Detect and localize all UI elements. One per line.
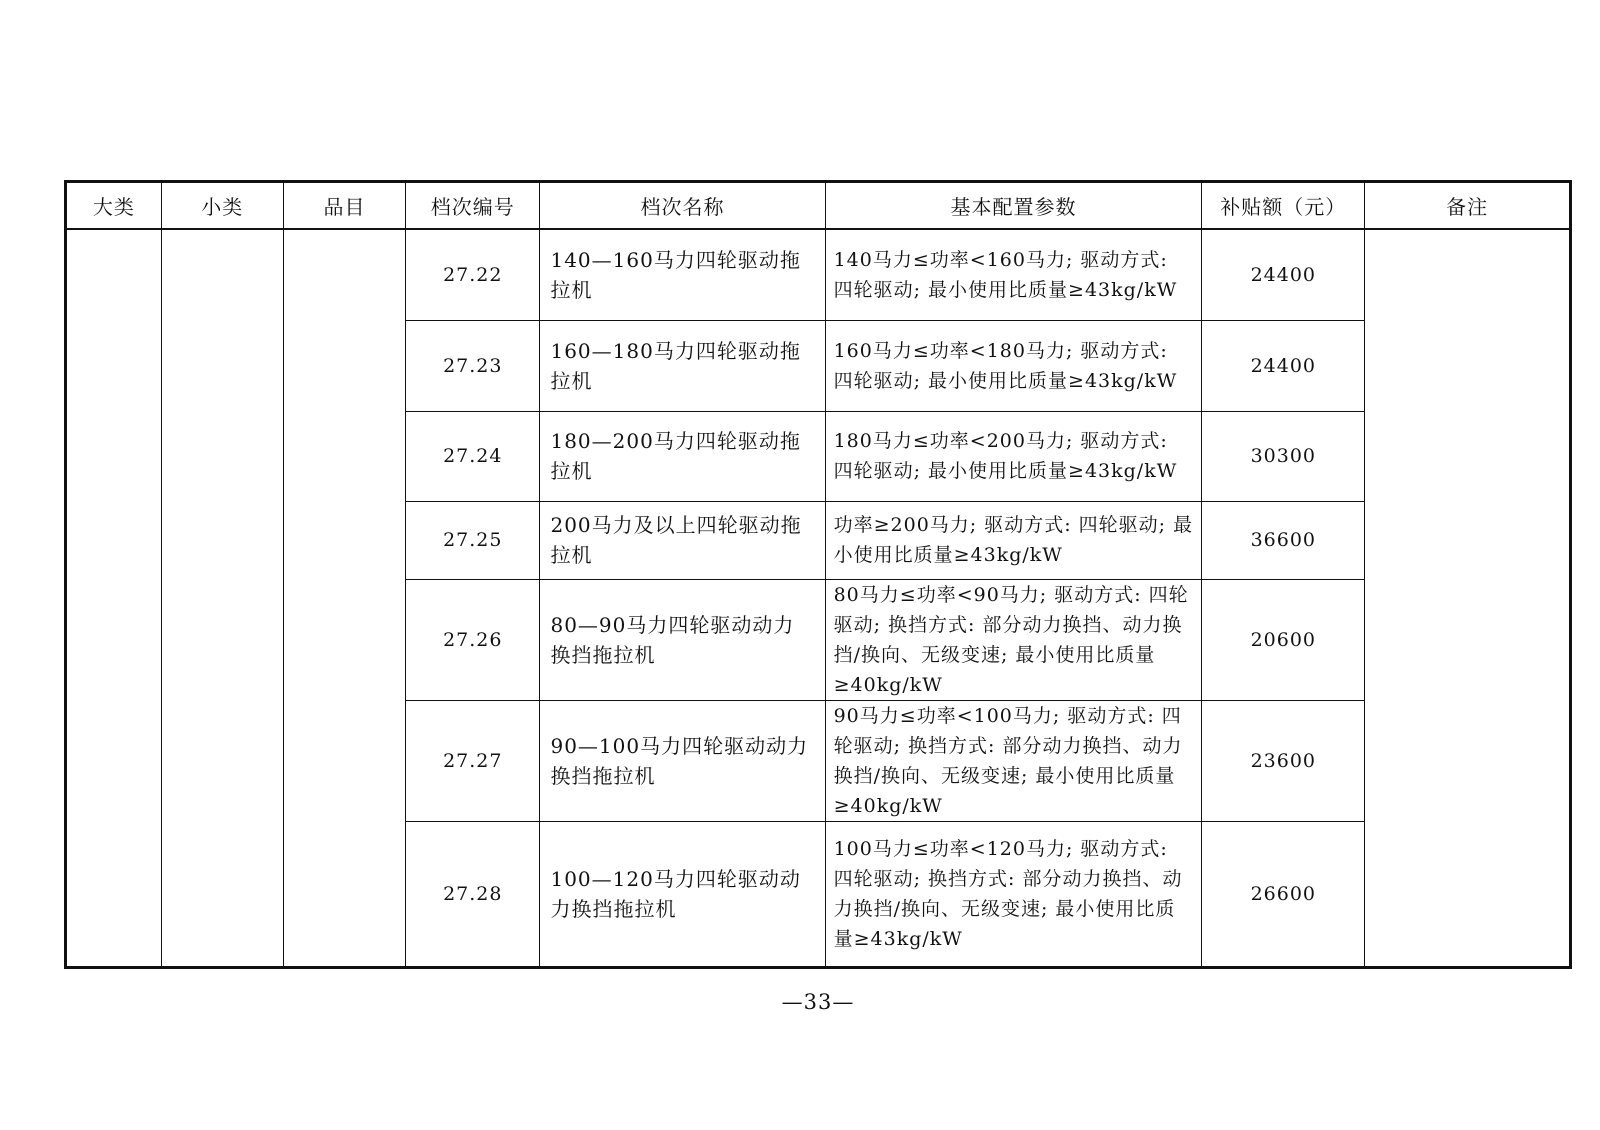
subsidy-amount: 36600 (1202, 501, 1365, 579)
subsidy-amount: 30300 (1202, 411, 1365, 501)
header-subcategory: 小类 (161, 182, 283, 230)
header-subsidy-amount: 补贴额（元） (1202, 182, 1365, 230)
subsidy-amount: 24400 (1202, 229, 1365, 320)
category-cell (66, 229, 162, 967)
config-params: 100马力≤功率<120马力; 驱动方式: 四轮驱动; 换挡方式: 部分动力换挡、动力换挡/换向、无级变速; 最小使用比质量≥43kg/kW (825, 821, 1202, 967)
grade-name: 160—180马力四轮驱动拖拉机 (540, 320, 825, 411)
header-category: 大类 (66, 182, 162, 230)
table-header-row (66, 182, 1571, 230)
header-grade-code: 档次编号 (406, 182, 540, 230)
grade-name: 140—160马力四轮驱动拖拉机 (540, 229, 825, 320)
subsidy-amount: 24400 (1202, 320, 1365, 411)
grade-name: 100—120马力四轮驱动动力换挡拖拉机 (540, 821, 825, 967)
config-params: 90马力≤功率<100马力; 驱动方式: 四轮驱动; 换挡方式: 部分动力换挡、动力换挡/换向、无级变速; 最小使用比质量≥40kg/kW (825, 700, 1202, 821)
config-params: 80马力≤功率<90马力; 驱动方式: 四轮驱动; 换挡方式: 部分动力换挡、动力换挡/换向、无级变速; 最小使用比质量≥40kg/kW (825, 579, 1202, 700)
subsidy-amount: 26600 (1202, 821, 1365, 967)
config-params: 160马力≤功率<180马力; 驱动方式: 四轮驱动; 最小使用比质量≥43kg/kW (825, 320, 1202, 411)
subsidy-amount: 20600 (1202, 579, 1365, 700)
remarks-cell (1365, 229, 1571, 967)
grade-name: 90—100马力四轮驱动动力换挡拖拉机 (540, 700, 825, 821)
grade-code: 27.27 (406, 700, 540, 821)
subsidy-amount: 23600 (1202, 700, 1365, 821)
page-number: —33— (781, 990, 855, 1014)
grade-code: 27.22 (406, 229, 540, 320)
grade-name: 200马力及以上四轮驱动拖拉机 (540, 501, 825, 579)
grade-code: 27.24 (406, 411, 540, 501)
grade-code: 27.28 (406, 821, 540, 967)
header-remarks: 备注 (1365, 182, 1571, 230)
grade-name: 180—200马力四轮驱动拖拉机 (540, 411, 825, 501)
grade-name: 80—90马力四轮驱动动力换挡拖拉机 (540, 579, 825, 700)
config-params: 功率≥200马力; 驱动方式: 四轮驱动; 最小使用比质量≥43kg/kW (825, 501, 1202, 579)
config-params: 140马力≤功率<160马力; 驱动方式: 四轮驱动; 最小使用比质量≥43kg/kW (825, 229, 1202, 320)
grade-code: 27.26 (406, 579, 540, 700)
grade-code: 27.25 (406, 501, 540, 579)
header-item: 品目 (283, 182, 405, 230)
item-cell (283, 229, 405, 967)
header-config-params: 基本配置参数 (825, 182, 1202, 230)
header-grade-name: 档次名称 (540, 182, 825, 230)
grade-code: 27.23 (406, 320, 540, 411)
subcategory-cell (161, 229, 283, 967)
table-row (66, 229, 1571, 320)
subsidy-table (64, 180, 1572, 969)
config-params: 180马力≤功率<200马力; 驱动方式: 四轮驱动; 最小使用比质量≥43kg/kW (825, 411, 1202, 501)
